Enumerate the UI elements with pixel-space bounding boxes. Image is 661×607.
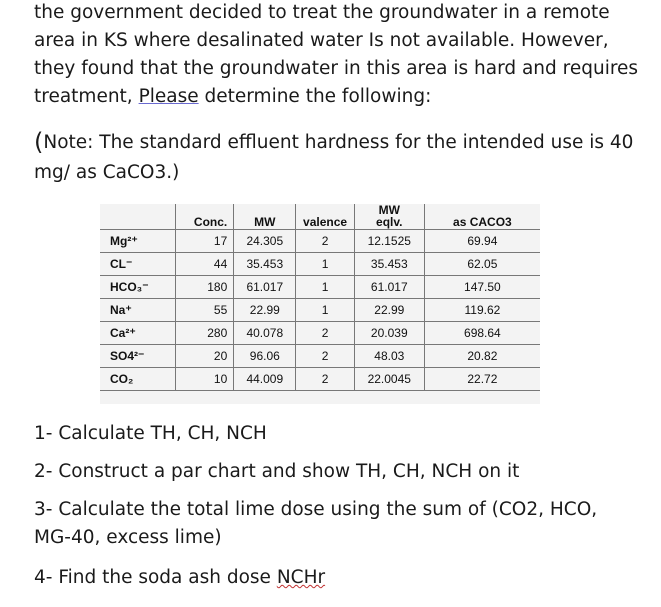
cell-conc: 55 (175, 299, 233, 322)
cell-caco3: 69.94 (424, 230, 540, 253)
cell-mw: 40.078 (234, 322, 296, 345)
table-row (100, 345, 540, 368)
question-1: 1- Calculate TH, CH, NCH (34, 423, 267, 444)
cell-valence: 1 (296, 253, 354, 276)
cell-caco3: 119.62 (424, 299, 540, 322)
note-open-paren: ( (34, 128, 44, 156)
table-row (100, 322, 540, 345)
header-valence: valence (296, 204, 354, 230)
cell-conc: 44 (175, 253, 233, 276)
note-text: Note: The standard effluent hardness for the intended use is 40 mg/ as CaCO3.) (34, 132, 634, 183)
cell-conc: 180 (175, 276, 233, 299)
cell-conc: 10 (175, 368, 233, 391)
cell-valence: 1 (296, 276, 354, 299)
header-conc: Conc. (175, 204, 233, 230)
please-link[interactable]: Please (138, 86, 199, 107)
header-mw-eqlv-top: MW (378, 203, 400, 217)
cell-valence: 1 (296, 299, 354, 322)
question-4-text: 4- Find the soda ash dose (34, 567, 277, 588)
table-row (100, 253, 540, 276)
cell-ion: Na⁺ (100, 299, 175, 322)
cell-caco3: 62.05 (424, 253, 540, 276)
cell-mw: 24.305 (234, 230, 296, 253)
cell-ion: Mg²⁺ (100, 230, 175, 253)
cell-ion: CO₂ (100, 368, 175, 391)
question-4-nchr: NCHr (276, 567, 326, 588)
cell-mw: 22.99 (234, 299, 296, 322)
cell-mw: 61.017 (234, 276, 296, 299)
header-ion (100, 204, 175, 230)
cell-mw: 96.06 (234, 345, 296, 368)
table-row (100, 230, 540, 253)
cell-eqlv: 20.039 (354, 322, 424, 345)
cell-eqlv: 48.03 (354, 345, 424, 368)
intro-text-end: determine the following: (198, 86, 432, 107)
ion-table-image (100, 204, 540, 404)
cell-mw: 35.453 (234, 253, 296, 276)
question-3: 3- Calculate the total lime dose using the sum of (CO2, HCO, MG-40, excess lime) (34, 499, 598, 548)
cell-conc: 17 (175, 230, 233, 253)
cell-mw: 44.009 (234, 368, 296, 391)
cell-caco3: 20.82 (424, 345, 540, 368)
question-2: 2- Construct a par chart and show TH, CH, NCH on it (34, 461, 520, 482)
header-mw-eqlv (354, 204, 424, 230)
header-mw: MW (234, 204, 296, 230)
cell-eqlv: 12.1525 (354, 230, 424, 253)
table-body (100, 230, 540, 391)
cell-eqlv: 22.99 (354, 299, 424, 322)
cell-eqlv: 22.0045 (354, 368, 424, 391)
header-as-caco3: as CACO3 (424, 204, 540, 230)
cell-valence: 2 (296, 322, 354, 345)
cell-conc: 20 (175, 345, 233, 368)
cell-conc: 280 (175, 322, 233, 345)
intro-text: the government decided to treat the groundwater in a remote area in KS where desalinated water Is not available. However, they found that the groundwater in this area is hard and requires treatment, (34, 2, 639, 107)
cell-eqlv: 35.453 (354, 253, 424, 276)
cell-caco3: 147.50 (424, 276, 540, 299)
cell-caco3: 22.72 (424, 368, 540, 391)
table-row (100, 299, 540, 322)
question-4 (34, 564, 325, 592)
table-header-row (100, 204, 540, 230)
cell-ion: HCO₃⁻ (100, 276, 175, 299)
cell-ion: Ca²⁺ (100, 322, 175, 345)
cell-valence: 2 (296, 345, 354, 368)
cell-eqlv: 61.017 (354, 276, 424, 299)
cell-ion: CL⁻ (100, 253, 175, 276)
header-mw-eqlv-bottom: eqlv. (376, 215, 403, 229)
table-row (100, 368, 540, 391)
ion-table (100, 204, 540, 391)
cell-caco3: 698.64 (424, 322, 540, 345)
intro-paragraph (34, 0, 654, 111)
cell-valence: 2 (296, 368, 354, 391)
cell-valence: 2 (296, 230, 354, 253)
cell-ion: SO4²⁻ (100, 345, 175, 368)
table-row (100, 276, 540, 299)
note-paragraph (34, 128, 654, 188)
